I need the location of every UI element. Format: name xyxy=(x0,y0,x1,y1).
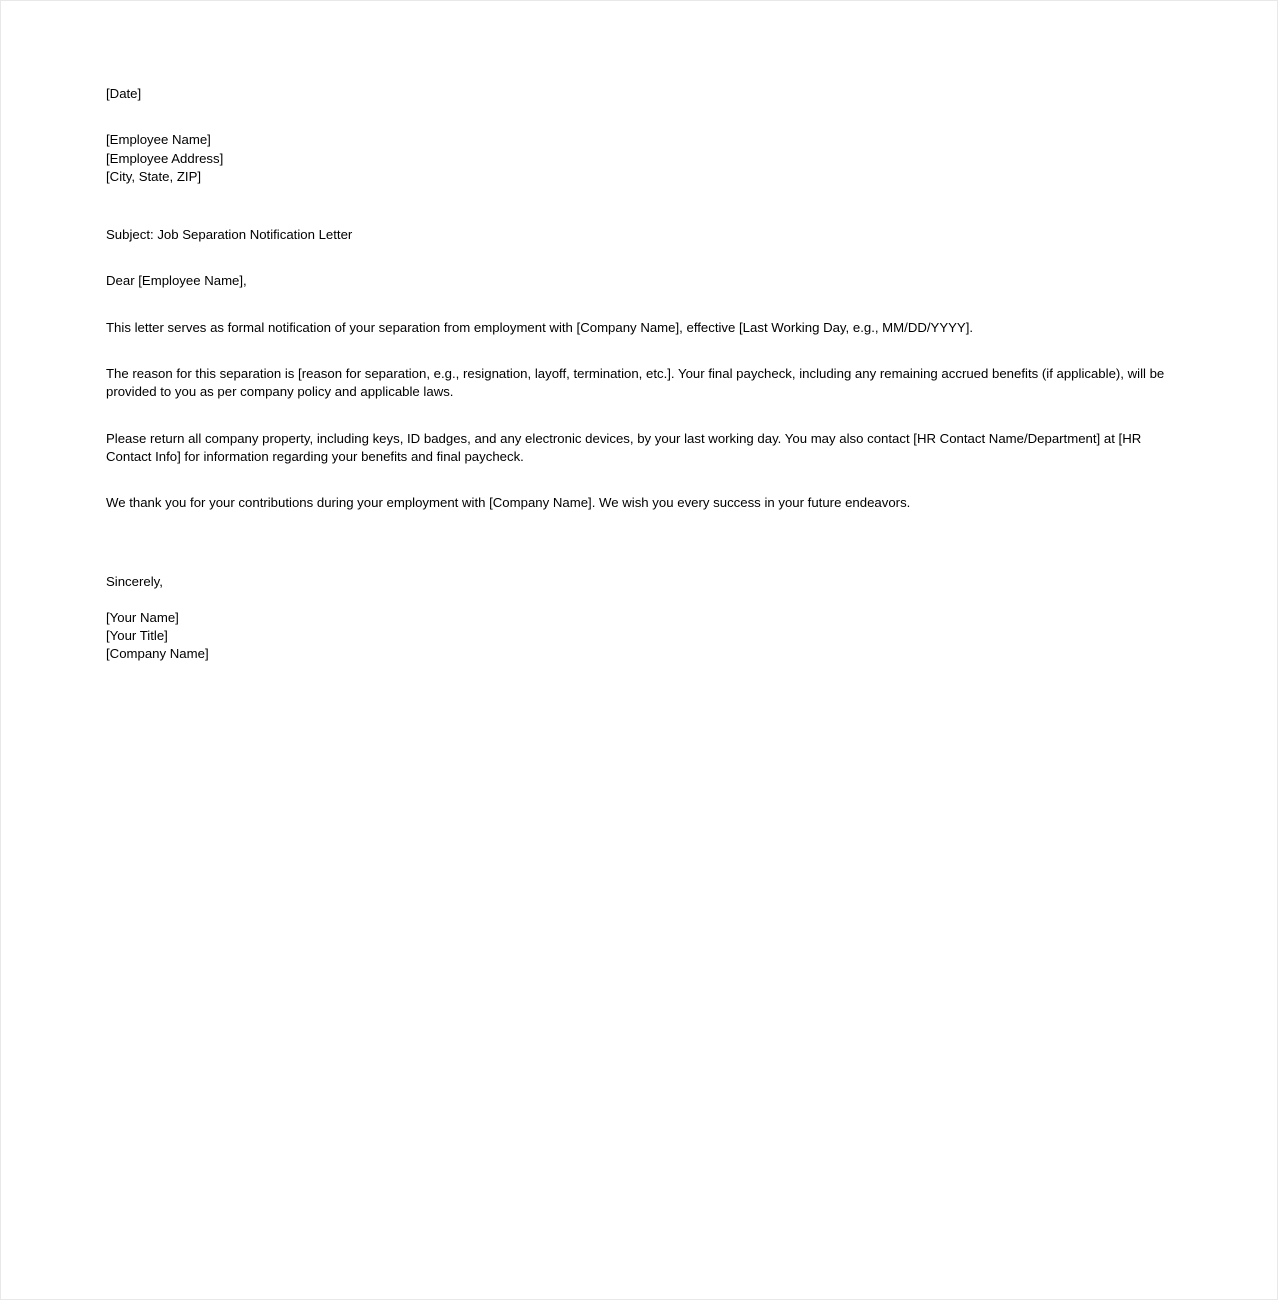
recipient-city-state-zip: [City, State, ZIP] xyxy=(106,168,202,184)
date-block xyxy=(106,85,1166,103)
spacer-after-salutation xyxy=(106,291,1166,319)
closing-line: Sincerely, xyxy=(106,573,163,589)
recipient-address-block xyxy=(106,131,1166,186)
body-paragraph-1: This letter serves as formal notification of your separation from employment with [Company Name], effective [Last Working Day, e.g., MM/DD/YYYY]. xyxy=(106,319,974,335)
subject-block xyxy=(106,226,1166,244)
letter-body xyxy=(106,85,1166,664)
subject-line: Subject: Job Separation Notification Letter xyxy=(106,227,353,243)
spacer-after-paragraph-2 xyxy=(106,402,1166,430)
spacer-after-paragraph-1 xyxy=(106,337,1166,365)
signer-name: [Your Name] xyxy=(106,609,179,625)
salutation-block xyxy=(106,272,1166,290)
closing-block xyxy=(106,573,1166,591)
spacer-after-address xyxy=(106,186,1166,226)
spacer-after-subject xyxy=(106,244,1166,272)
body-paragraph-2: The reason for this separation is [reason for separation, e.g., resignation, layoff, termination, etc.]. Your final paycheck, including any remaining accrued benefits (if applicable), will be provided to you as per company policy and applicable laws. xyxy=(106,366,1165,400)
salutation-line: Dear [Employee Name], xyxy=(106,273,247,289)
body-paragraph-3: Please return all company property, including keys, ID badges, and any electronic devices, by your last working day. You may also contact [HR Contact Name/Department] at [HR Contact Info] for information regarding your benefits and final paycheck. xyxy=(106,430,1142,464)
body-paragraph-4: We thank you for your contributions during your employment with [Company Name]. We wish you every success in your future endeavors. xyxy=(106,495,911,511)
date-line: [Date] xyxy=(106,86,142,101)
spacer-after-closing xyxy=(106,591,1166,609)
recipient-address: [Employee Address] xyxy=(106,150,224,166)
spacer-before-closing xyxy=(106,513,1166,573)
signer-company: [Company Name] xyxy=(106,646,209,662)
recipient-name: [Employee Name] xyxy=(106,132,211,148)
spacer-after-date xyxy=(106,103,1166,131)
signer-title: [Your Title] xyxy=(106,628,168,644)
signature-block xyxy=(106,609,1166,664)
spacer-after-paragraph-3 xyxy=(106,466,1166,494)
